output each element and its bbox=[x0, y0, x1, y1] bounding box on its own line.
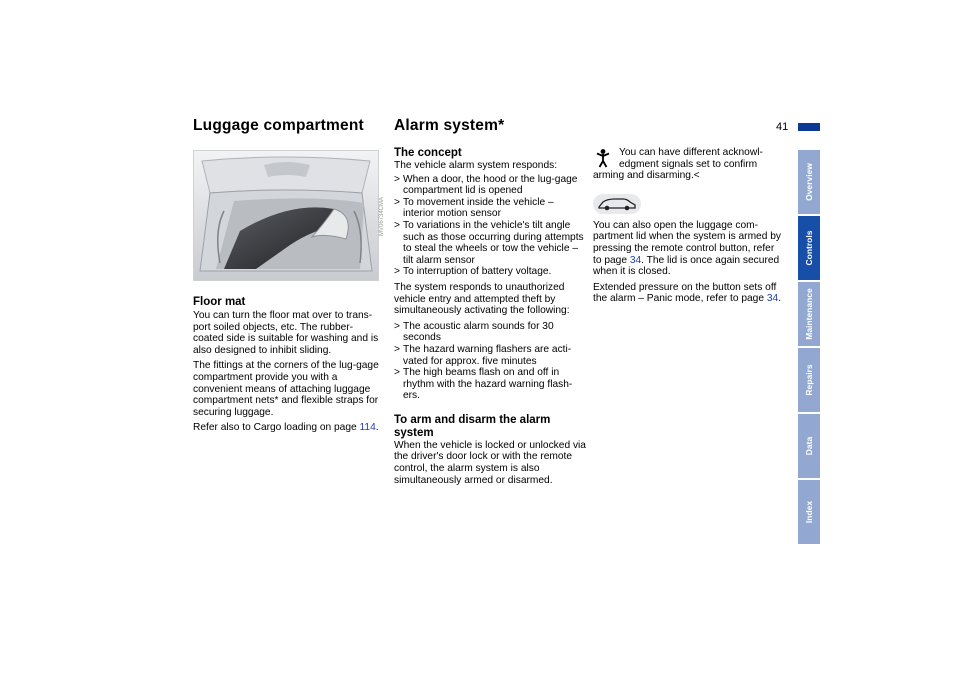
tab-controls[interactable] bbox=[798, 216, 820, 280]
tab-data[interactable] bbox=[798, 414, 820, 478]
floor-mat-heading: Floor mat bbox=[193, 296, 246, 308]
bullet-marker: > bbox=[394, 320, 400, 332]
floor-mat-section bbox=[193, 296, 383, 438]
concept-section bbox=[394, 147, 586, 490]
alarm-actions-list bbox=[394, 321, 586, 402]
bullet-marker: > bbox=[394, 196, 400, 208]
floor-mat-paragraph-2: The fittings at the corners of the lug-gage compartment provide you with a convenient means of attaching luggage compartment nets* and flexible straps for securing luggage. bbox=[193, 360, 379, 418]
tab-label: Controls bbox=[804, 230, 814, 266]
tab-label: Repairs bbox=[804, 364, 814, 396]
concept-bullet-list bbox=[394, 174, 586, 278]
floor-mat-illustration bbox=[194, 151, 378, 280]
trunk-open-paragraph bbox=[593, 220, 785, 278]
page-link-34[interactable]: 34 bbox=[629, 254, 642, 266]
page-number: 41 bbox=[776, 121, 789, 133]
list-item bbox=[394, 174, 586, 197]
concept-heading: The concept bbox=[394, 147, 462, 159]
bullet-text: The high beams flash on and off in rhythm with the hazard warning flash-ers. bbox=[403, 367, 573, 402]
tab-repairs[interactable] bbox=[798, 348, 820, 412]
right-section-heading: Alarm system* bbox=[394, 117, 505, 134]
bullet-marker: > bbox=[394, 343, 400, 355]
floor-mat-paragraph-3 bbox=[193, 422, 383, 434]
bullet-text: To interruption of battery voltage. bbox=[403, 266, 552, 278]
bullet-text: The acoustic alarm sounds for 30 seconds bbox=[403, 320, 554, 344]
panic-mode-text: Extended pressure on the button sets off the alarm – Panic mode, refer to page bbox=[593, 281, 777, 305]
cargo-ref-period: . bbox=[375, 422, 379, 434]
bullet-text: The hazard warning flashers are acti-vated for approx. five minutes bbox=[403, 343, 572, 367]
left-section-heading: Luggage compartment bbox=[193, 117, 364, 134]
bullet-marker: > bbox=[394, 219, 400, 231]
tab-label: Data bbox=[804, 436, 814, 456]
end-of-note-marker: < bbox=[693, 170, 700, 182]
floor-mat-paragraph-1: You can turn the floor mat over to trans-port soiled objects, etc. The rubber-coated side is suitable for washing and is also designed to inhibit sliding. bbox=[193, 310, 379, 356]
right-column bbox=[593, 147, 785, 309]
section-tabs bbox=[798, 150, 820, 546]
list-item bbox=[394, 367, 586, 402]
trunk-open-text-end: . The lid is once again secured when it is closed. bbox=[593, 254, 780, 278]
list-item bbox=[394, 220, 586, 266]
bullet-text: To movement inside the vehicle – interior motion sensor bbox=[403, 196, 554, 220]
tab-label: Index bbox=[804, 500, 814, 524]
panic-mode-paragraph bbox=[593, 282, 785, 305]
list-item bbox=[394, 321, 586, 344]
tab-index[interactable] bbox=[798, 480, 820, 544]
note-text: You can have different acknowl-edgment signals set to confirm arming and disarming. bbox=[593, 147, 763, 182]
list-item bbox=[394, 266, 586, 278]
page-link-34-panic[interactable]: 34 bbox=[766, 293, 779, 305]
bullet-marker: > bbox=[394, 367, 400, 379]
arm-disarm-heading: To arm and disarm the alarm system bbox=[394, 413, 551, 439]
page-link-114[interactable]: 114 bbox=[359, 422, 376, 434]
panic-mode-period: . bbox=[778, 293, 782, 305]
page-accent-bar bbox=[798, 123, 820, 131]
bullet-marker: > bbox=[394, 173, 400, 185]
arm-disarm-paragraph: When the vehicle is locked or unlocked via the driver's door lock or with the remote control, the alarm system is also simultaneously armed or disarmed. bbox=[394, 439, 586, 486]
tab-label: Maintenance bbox=[804, 288, 814, 340]
concept-intro: The vehicle alarm system responds: bbox=[394, 160, 558, 171]
bullet-text: When a door, the hood or the lug-gage compartment lid is opened bbox=[403, 173, 578, 197]
note-block bbox=[593, 147, 785, 182]
luggage-compartment-image bbox=[193, 150, 379, 281]
car-icon bbox=[593, 194, 641, 214]
list-item bbox=[394, 197, 586, 220]
tab-overview[interactable] bbox=[798, 150, 820, 214]
concept-paragraph-2: The system responds to unauthorized vehicle entry and attempted theft by simultaneously activating the following: bbox=[394, 281, 570, 317]
cargo-ref-text: Refer also to Cargo loading on page bbox=[193, 422, 360, 434]
image-code: MV06734CMA bbox=[379, 196, 385, 236]
bullet-marker: > bbox=[394, 266, 400, 278]
list-item bbox=[394, 344, 586, 367]
person-icon bbox=[593, 148, 613, 168]
tab-label: Overview bbox=[804, 163, 814, 201]
tab-maintenance[interactable] bbox=[798, 282, 820, 346]
bullet-text: To variations in the vehicle's tilt angle such as those occurring during attempts to steal the wheels or tow the vehicle – tilt alarm sensor bbox=[403, 219, 584, 266]
trunk-open-text: You can also open the luggage com-partment lid when the system is armed by pressing the remote control button, refer to page bbox=[593, 219, 781, 266]
